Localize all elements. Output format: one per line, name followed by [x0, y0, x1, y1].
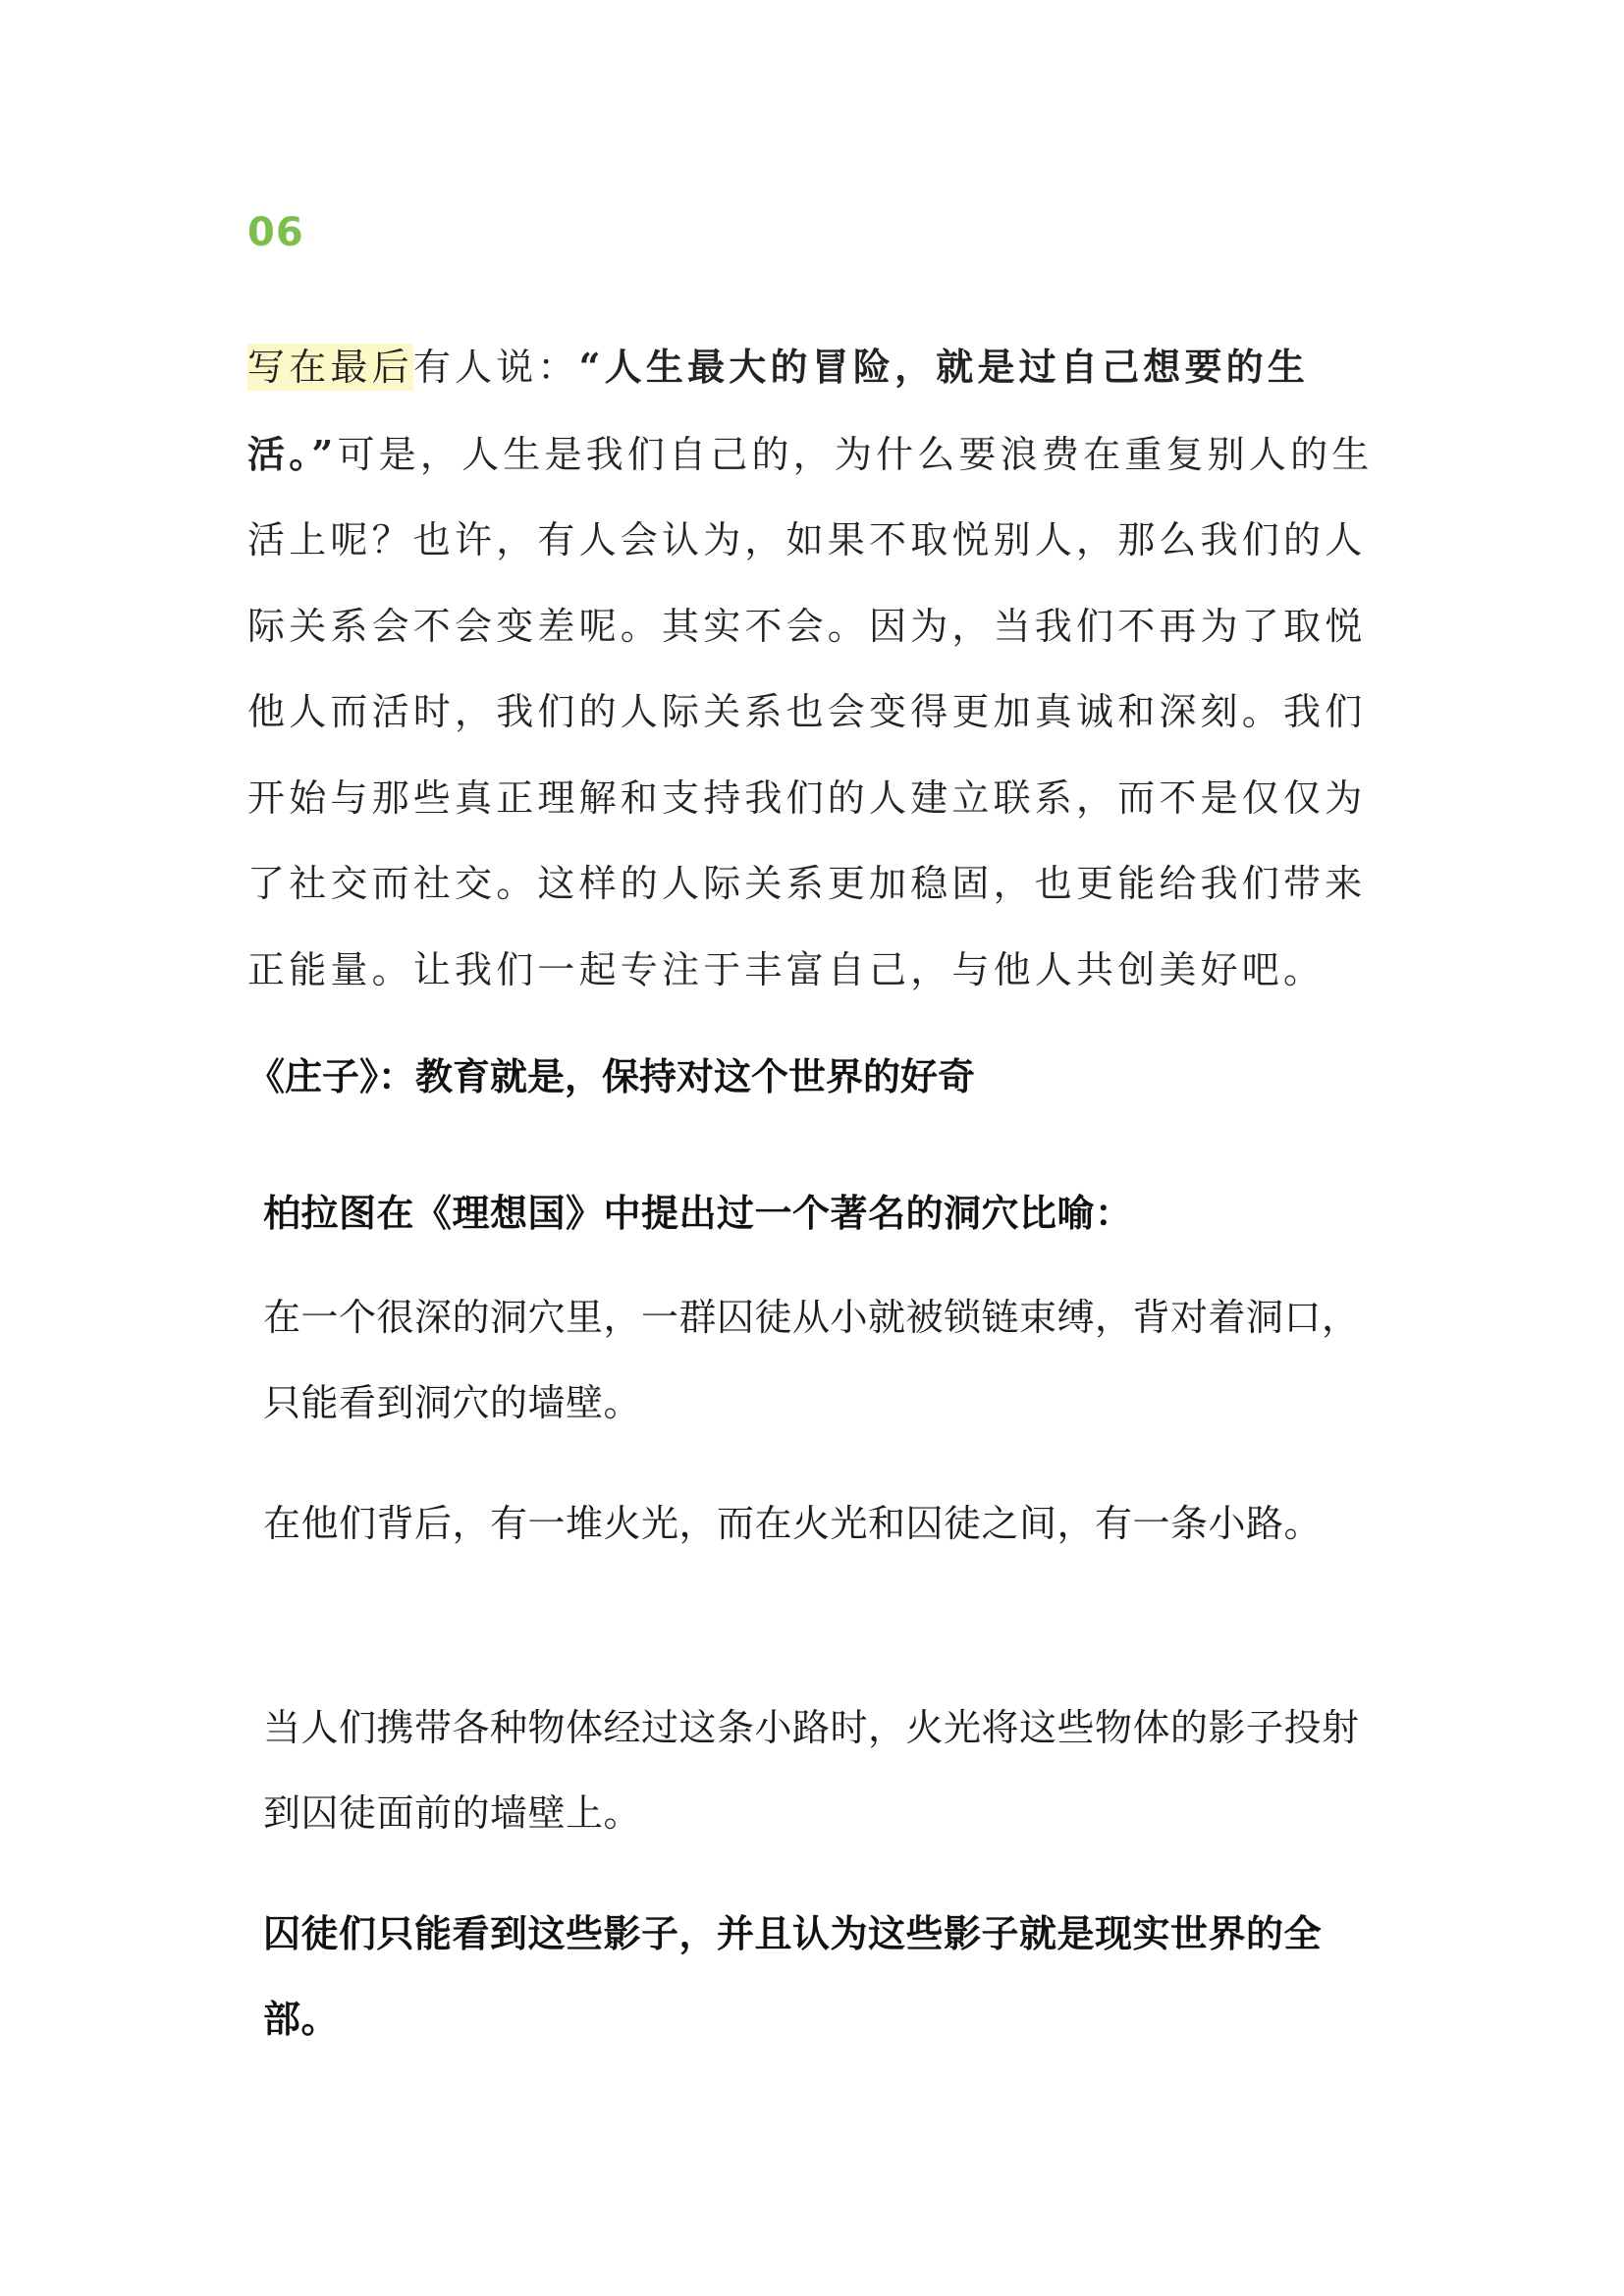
section-heading: 《庄子》：教育就是，保持对这个世界的好奇 — [247, 1057, 976, 1098]
intro-quote: “人生最大的冒险，就是过自己想要的生活。” — [247, 345, 1310, 476]
paragraph-cave-intro: 柏拉图在《理想国》中提出过一个著名的洞穴比喻： — [263, 1194, 1133, 1235]
highlighted-title: 写在最后 — [247, 346, 413, 389]
paragraph-conclusion: 囚徒们只能看到这些影子，并且认为这些影子就是现实世界的全部。 — [263, 1914, 1323, 2041]
paragraph-fire-path: 在他们背后，有一堆火光，而在火光和囚徒之间，有一条小路。 — [263, 1504, 1323, 1545]
intro-lead: 有人说： — [412, 346, 579, 389]
paragraph-cave-prisoners: 在一个很深的洞穴里，一群囚徒从小就被锁链束缚，背对着洞口，只能看到洞穴的墙壁。 — [263, 1298, 1360, 1424]
intro-body: 可是，人生是我们自己的，为什么要浪费在重复别人的生活上呢？也许，有人会认为，如果不取悦别人，那么我们的人际关系会不会变差呢。其实不会。因为，当我们不再为了取悦他人而活时，我们的人际关系也会变得更加真诚和深刻。我们开始与那些真正理解和支持我们的人建立联系，而不是仅仅为了社交而社交。这样的人际关系更加稳固，也更能给我们带来正能量。让我们一起专注于丰富自己，与他人共创美好吧。 — [247, 432, 1374, 991]
intro-paragraph — [247, 324, 1396, 1013]
paragraph-shadows: 当人们携带各种物体经过这条小路时，火光将这些物体的影子投射到囚徒面前的墙壁上。 — [263, 1708, 1360, 1835]
section-number: 06 — [247, 210, 304, 255]
